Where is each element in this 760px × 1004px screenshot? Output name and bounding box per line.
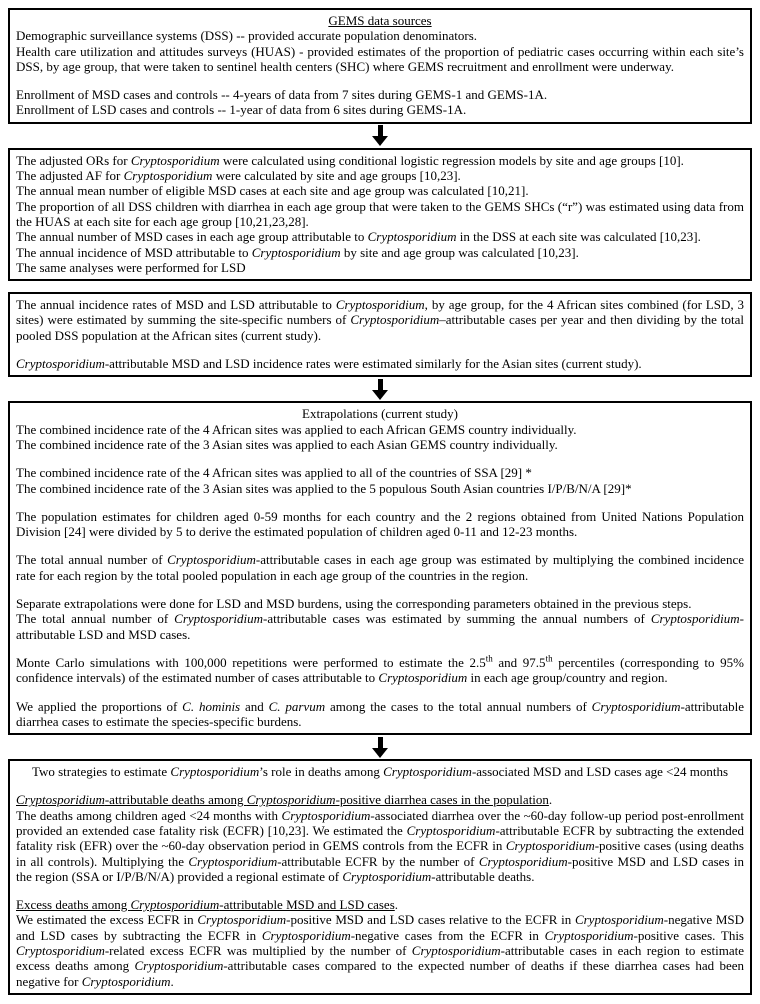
text-block: The deaths among children aged <24 months with Cryptosporidium-associated diarrhea over the ~60-day follow-up period post-enrollment provided an extended case fatality risk (ECFR) [10,23]. We estimated the Cryptosporidium-attributable ECFR by subtracting the extended fatality risk (EFR) over the ~60-day observation period in GEMS controls from the ECFR in Cryptosporidium-positive cases (using deaths in all controls). Multiplying the Cryptosporidium-attributable ECFR by the number of Cryptosporidium-positive MSD and LSD cases in the region (SSA or I/P/B/N/A) provided a regional estimate of Cryptosporidium-attributable deaths. bbox=[16, 807, 744, 884]
text-block: The total annual number of Cryptosporidium-attributable cases was estimated by summing the annual numbers of Cryptosporidium-attributable LSD and MSD cases. bbox=[16, 611, 744, 642]
text-block: The annual incidence of MSD attributable to Cryptosporidium by site and age group was calculated [10,23]. bbox=[16, 244, 579, 260]
text-block: Demographic surveillance systems (DSS) -- provided accurate population denominators. bbox=[16, 28, 478, 44]
text-block: Health care utilization and attitudes surveys (HUAS) - provided estimates of the proportion of pediatric cases occurring within each site’s DSS, by age group, that were taken to sentinel health centers (SHC) where GEMS recruitment and enrollment were underway. bbox=[16, 43, 744, 74]
text-block: The combined incidence rate of the 4 African sites was applied to each African GEMS country individually. bbox=[16, 421, 577, 437]
text-block: Monte Carlo simulations with 100,000 repetitions were performed to estimate the 2.5th and 97.5th percentiles (corresponding to 95% confidence intervals) of the estimated number of cases attributable to Cryptosporidium in each age group/country and region. bbox=[16, 653, 744, 686]
text-block: Enrollment of LSD cases and controls -- 1-year of data from 6 sites during GEMS-1A. bbox=[16, 102, 467, 118]
text-block: We applied the proportions of C. hominis and C. parvum among the cases to the total annual numbers of Cryptosporidium-attributable diarrhea cases to estimate the species-specific burdens. bbox=[16, 698, 745, 729]
box-title: Two strategies to estimate Cryptosporidium’s role in deaths among Cryptosporidium-associated MSD and LSD cases age <24 months bbox=[31, 764, 729, 780]
text-block: The total annual number of Cryptosporidium-attributable cases in each age group was estimated by multiplying the combined incidence rate for each region by the total pooled population in each age group of the countries in the region. bbox=[16, 552, 744, 583]
down-arrow-icon bbox=[8, 735, 752, 759]
text-block: The population estimates for children aged 0-59 months for each country and the 2 regions obtained from United Nations Population Division [24] were divided by 5 to derive the estimated population of children aged 0-11 and 12-23 months. bbox=[16, 508, 744, 540]
section-heading: Excess deaths among Cryptosporidium-attributable MSD and LSD cases. bbox=[16, 897, 399, 913]
text-block: The annual number of MSD cases in each age group attributable to Cryptosporidium in the DSS at each site was calculated [10,23]. bbox=[16, 229, 701, 245]
text-block: The adjusted ORs for Cryptosporidium were calculated using conditional logistic regression models by site and age groups [10]. bbox=[16, 152, 684, 168]
text-block: The combined incidence rate of the 3 Asian sites was applied to the 5 populous South Asian countries I/P/B/N/A [29]* bbox=[16, 480, 632, 496]
box-gap bbox=[8, 281, 752, 292]
text-block: The same analyses were performed for LSD bbox=[16, 259, 246, 275]
text-block: The combined incidence rate of the 3 Asian sites was applied to each Asian GEMS country individually. bbox=[16, 436, 558, 452]
down-arrow-icon bbox=[8, 377, 752, 401]
text-block: The combined incidence rate of the 4 African sites was applied to all of the countries of SSA [29] * bbox=[16, 465, 532, 481]
text-block: Separate extrapolations were done for LSD and MSD burdens, using the corresponding parameters obtained in the previous steps. bbox=[16, 596, 692, 612]
text-block: We estimated the excess ECFR in Cryptosporidium-positive MSD and LSD cases relative to the ECFR in Cryptosporidium-negative MSD and LSD cases by subtracting the ECFR in Cryptosporidium-negative cases from the ECFR in Cryptosporidium-positive cases. This Cryptosporidium-related excess ECFR was multiplied by the number of Cryptosporidium-attributable cases in each region to estimate excess deaths among Cryptosporidium-attributable cases compared to the expected number of deaths if these diarrhea cases had been negative for Cryptosporidium. bbox=[16, 912, 744, 989]
text-block: The adjusted AF for Cryptosporidium were calculated by site and age groups [10,23]. bbox=[16, 168, 461, 184]
text-block: Enrollment of MSD cases and controls -- 4-years of data from 7 sites during GEMS-1 and GEMS-1A. bbox=[16, 87, 548, 103]
text-block: The annual incidence rates of MSD and LSD attributable to Cryptosporidium, by age group, for the 4 African sites combined (for LSD, 3 sites) were estimated by summing the site-specific numbers of Cryptosporidium–attributable cases per year and then dividing by the total pooled DSS population at the African sites (current study). bbox=[16, 297, 744, 343]
box-site-level-analyses bbox=[8, 148, 752, 281]
box-title: Extrapolations (current study) bbox=[302, 406, 458, 422]
down-arrow-icon bbox=[8, 124, 752, 148]
box-regional-incidence-rates bbox=[8, 292, 752, 377]
box-mortality-strategies bbox=[8, 759, 752, 995]
box-gems-data-sources bbox=[8, 8, 752, 124]
text-block: Cryptosporidium-attributable MSD and LSD incidence rates were estimated similarly for the Asian sites (current study). bbox=[16, 356, 642, 372]
section-heading: Cryptosporidium-attributable deaths among Cryptosporidium-positive diarrhea cases in the population. bbox=[16, 792, 553, 808]
text-block: The annual mean number of eligible MSD cases at each site and age group was calculated [10,21]. bbox=[16, 183, 529, 199]
box-extrapolations bbox=[8, 401, 752, 735]
text-block: The proportion of all DSS children with diarrhea in each age group that were taken to the GEMS SHCs (“r”) was estimated using data from the HUAS at each site for each age group [10,21,23,28]. bbox=[16, 198, 744, 229]
box-title: GEMS data sources bbox=[328, 13, 432, 28]
